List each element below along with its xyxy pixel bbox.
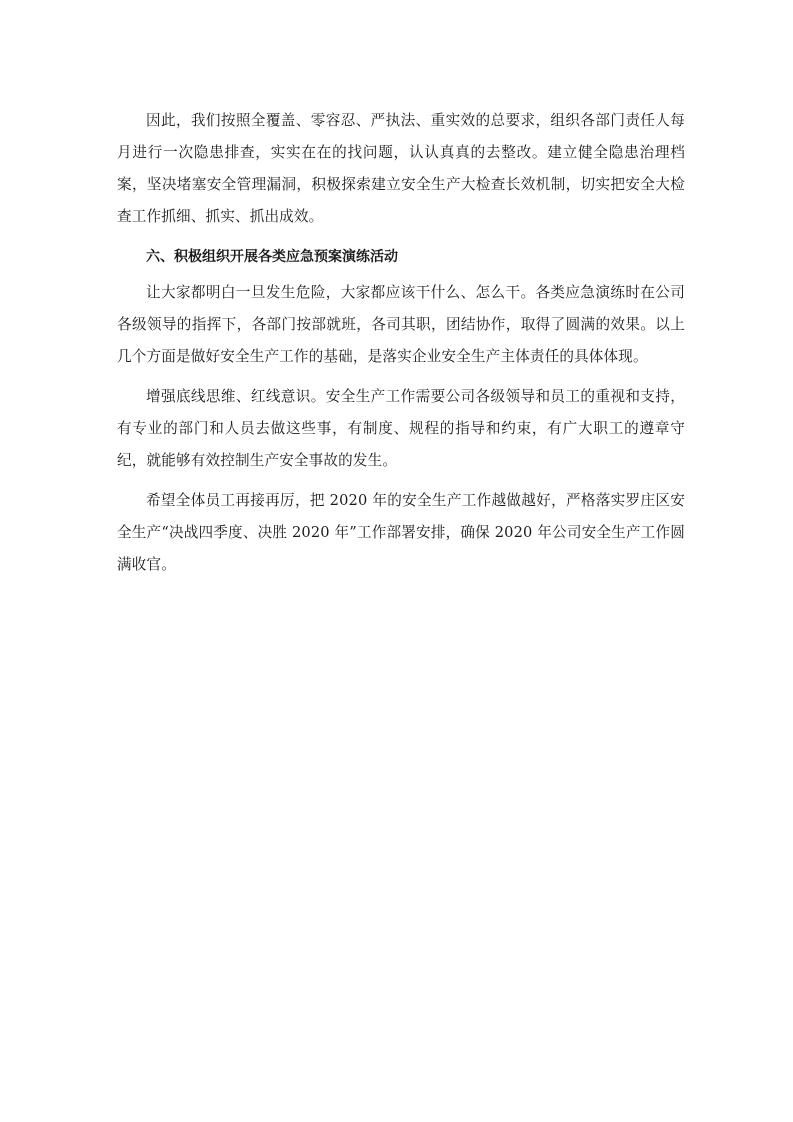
paragraph-bottom-line-thinking: 增强底线思维、红线意识。安全生产工作需要公司各级领导和员工的重视和支持，有专业的部门和人员去做这些事，有制度、规程的指导和约束，有广大职工的遵章守纪，就能够有效控制生产安全事故的发生。 <box>117 388 685 469</box>
paragraph-closing-hope: 希望全体员工再接再厉，把 2020 年的安全生产工作越做越好，严格落实罗庄区安全生产“决战四季度、决胜 2020 年”工作部署安排，确保 2020 年公司安全生产工作圆满收官。 <box>117 492 685 573</box>
document-page <box>117 105 685 589</box>
paragraph-inspection: 因此，我们按照全覆盖、零容忍、严执法、重实效的总要求，组织各部门责任人每月进行一次隐患排查，实实在在的找问题，认认真真的去整改。建立健全隐患治理档案，坚决堵塞安全管理漏洞，积极探索建立安全生产大检查长效机制，切实把安全大检查工作抓细、抓实、抓出成效。 <box>117 112 685 225</box>
section-heading-emergency-drills: 六、积极组织开展各类应急预案演练活动 <box>146 249 398 265</box>
paragraph-emergency-drills: 让大家都明白一旦发生危险，大家都应该干什么、怎么干。各类应急演练时在公司各级领导的指挥下，各部门按部就班，各司其职，团结协作，取得了圆满的效果。以上几个方面是做好安全生产工作的基础，是落实企业安全生产主体责任的具体体现。 <box>117 284 685 365</box>
